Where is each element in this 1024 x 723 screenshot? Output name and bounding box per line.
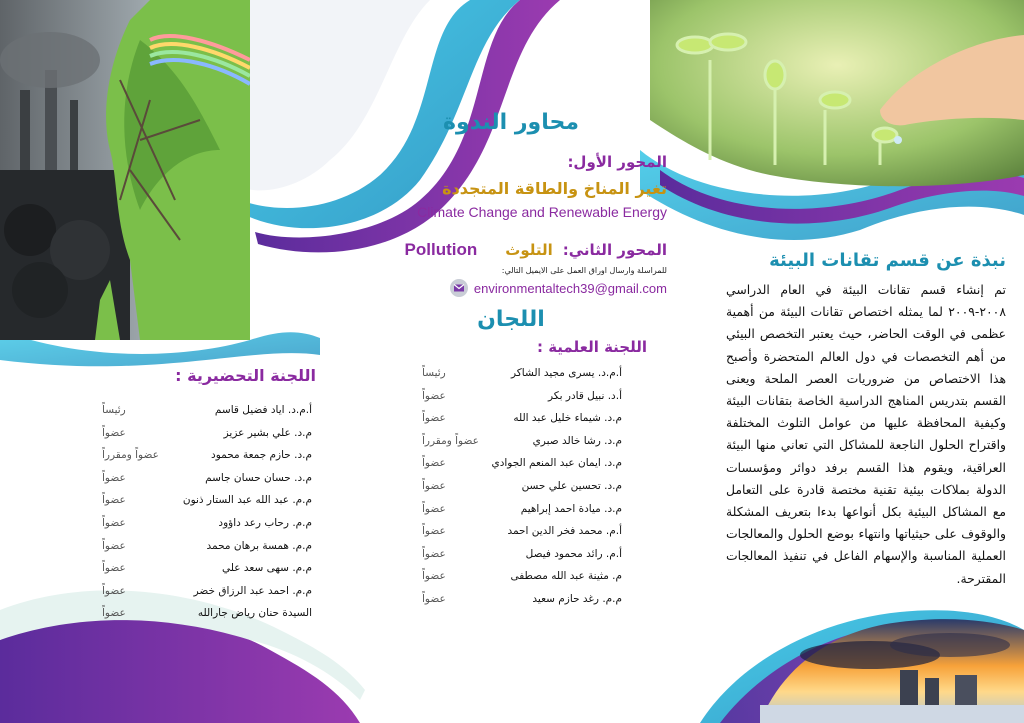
contact-email[interactable]: environmentaltech39@gmail.com xyxy=(473,280,667,296)
preparatory-member: م.م. عبد الله عبد الستار ذنون عضواً xyxy=(102,494,312,507)
scientific-committee-heading: اللجنة العلمية : xyxy=(536,338,647,356)
axis-second-title-ar: التلوث xyxy=(505,241,553,259)
axes-heading: محاور الندوة xyxy=(443,110,579,135)
preparatory-member: م.د. حازم جمعة محمود عضواً ومقرراً xyxy=(102,449,312,462)
scientific-member: م.د. ايمان عبد المنعم الجوادي عضواً xyxy=(422,457,622,470)
scientific-member: أ.م.د. يسرى مجيد الشاكر رئيساً xyxy=(422,367,622,379)
scientific-member: م.د. رشا خالد صبري عضواً ومقرراً xyxy=(422,434,622,447)
contact-note: للمراسلة وارسال اوراق العمل على الايميل التالي: xyxy=(501,266,667,275)
committees-heading: اللجان xyxy=(477,307,545,332)
axis-first-label: المحور الأول: xyxy=(567,153,667,171)
about-paragraph: تم إنشاء قسم تقانات البيئة في العام الدراسي ٢٠٠٨-٢٠٠٩ لما يمثله اختصاص تقانات البيئة من أهمية عظمى في الوقت الحاضر، حيث يعتبر التخصص البيئي من أهم التخصصات في دول العالم المتحضرة وأصبح هذا الاختصاص من ضروريات العصر الملحة ويعنى القسم بتدريس المناهج الدراسية الخاصة بتقانات البيئة وكيفية المحافظة عليها من عوامل التلوث المختلفة واقتراح الحلول الناجعة للمشاكل التي تعاني منها البيئة العراقية، ويقوم هذا القسم برفد دوائر ومؤسسات الدولة بملاكات بيئية تقنية مختصة قادرة على التعامل مع المشاكل البيئية بكل أنواعها بدءا بتعريف المشكلة والوقوف على حيثياتها وانتهاء بوضع الحلول والمعالجات العملية المناسبة والإسهام الفاعل في تنفيذ المعالجات المقترحة. xyxy=(726,282,1006,586)
axis-second-label: المحور الثاني: xyxy=(562,241,667,259)
scientific-member: م.د. شيماء خليل عبد الله عضواً xyxy=(422,412,622,425)
preparatory-member: السيدة حنان رياض جارالله عضواً xyxy=(102,607,312,620)
seedlings-image xyxy=(650,0,1024,190)
axis-second-title-en: Pollution xyxy=(404,240,478,259)
preparatory-member: م.د. علي بشير عزيز عضواً xyxy=(102,426,312,439)
axis-first-title-en: Climate Change and Renewable Energy xyxy=(417,204,667,220)
about-section xyxy=(726,250,1006,602)
preparatory-member: م.د. حسان حسان جاسم عضواً xyxy=(102,471,312,484)
preparatory-member: أ.م.د. اياد فضيل قاسم رئيساً xyxy=(102,404,312,416)
pollution-face-image xyxy=(0,0,250,340)
scientific-committee-list xyxy=(422,362,622,611)
axis-first-title-ar: تغير المناخ والطاقة المتجددة xyxy=(442,179,667,198)
scientific-member: أ.د. نبيل قادر بكر عضواً xyxy=(422,389,622,402)
about-heading: نبذة عن قسم تقانات البيئة xyxy=(769,250,1006,271)
preparatory-member: م.م. سهى سعد علي عضواً xyxy=(102,562,312,575)
preparatory-member: م.م. رحاب رعد داؤود عضواً xyxy=(102,516,312,529)
preparatory-committee-section xyxy=(20,366,320,625)
axes-section xyxy=(355,110,667,611)
scientific-member: م.د. ميادة احمد إبراهيم عضواً xyxy=(422,502,622,515)
factory-sunset-image xyxy=(760,600,1024,723)
preparatory-committee-list xyxy=(102,399,312,625)
scientific-member: أ.م. محمد فخر الدين احمد عضواً xyxy=(422,525,622,538)
envelope-icon xyxy=(450,279,468,297)
preparatory-committee-heading: اللجنة التحضيرية : xyxy=(175,366,316,385)
preparatory-member: م.م. احمد عبد الرزاق خضر عضواً xyxy=(102,584,312,597)
scientific-member: أ.م. رائد محمود فيصل عضواً xyxy=(422,547,622,560)
scientific-member: م. مثينة عبد الله مصطفى عضواً xyxy=(422,570,622,583)
scientific-member: م.م. رغد حازم سعيد عضواً xyxy=(422,592,622,605)
scientific-member: م.د. تحسين علي حسن عضواً xyxy=(422,479,622,492)
preparatory-member: م.م. همسة برهان محمد عضواً xyxy=(102,539,312,552)
